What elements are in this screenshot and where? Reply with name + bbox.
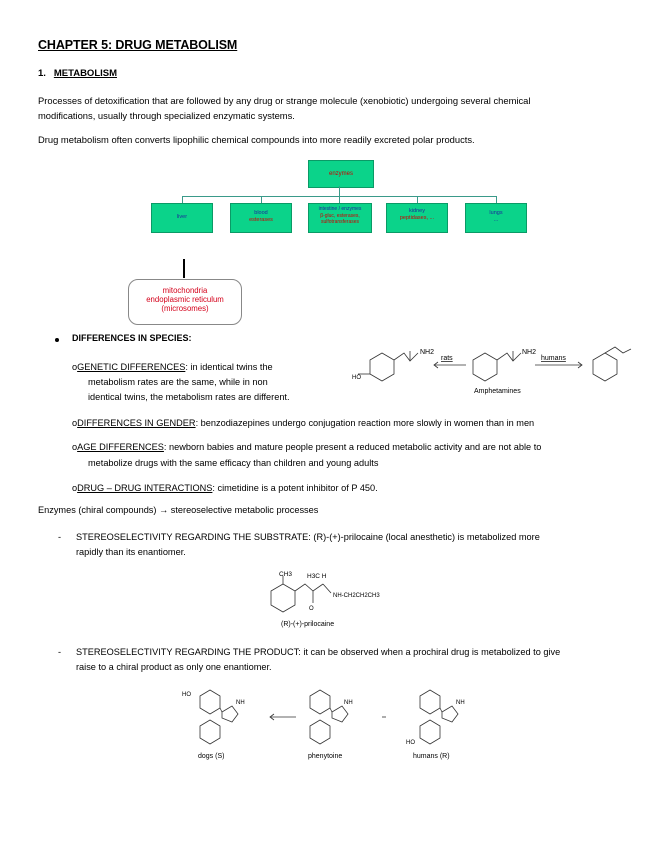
box-sub: β-gluc, esterases, sulfotransferases bbox=[320, 212, 360, 225]
box-sub: esterases bbox=[249, 217, 273, 223]
organelle-microsomes: (microsomes) bbox=[161, 304, 209, 313]
ho-label: HO bbox=[182, 692, 191, 698]
connector-line bbox=[417, 196, 418, 203]
box-sub: peptidases, ... bbox=[399, 215, 435, 221]
organelles-box bbox=[128, 279, 242, 325]
nh-label: NH bbox=[344, 700, 353, 706]
box-label: intestine / enzymes bbox=[318, 206, 362, 212]
enzyme-box-kidney bbox=[386, 203, 448, 233]
dogs-caption: dogs (S) bbox=[198, 753, 225, 760]
gender-differences bbox=[72, 416, 534, 431]
ch3-label: CH3 bbox=[279, 571, 293, 578]
box-label: kidney bbox=[409, 208, 425, 214]
genetic-text-2: metabolism rates are the same, while in non bbox=[88, 377, 268, 387]
connector-line bbox=[339, 196, 340, 203]
circle-bullet-icon: o bbox=[72, 418, 78, 428]
organelle-mitochondria: mitochondria bbox=[162, 286, 208, 295]
chain-label: NH-CH2CH2CH3 bbox=[333, 593, 380, 599]
nh2-label-left: NH2 bbox=[420, 349, 435, 356]
circle-bullet-icon: o bbox=[72, 483, 78, 493]
humans-label: humans bbox=[541, 355, 566, 362]
ho-label: HO bbox=[406, 740, 415, 746]
gender-text: : benzodiazepines undergo conjugation reaction more slowly in women than in men bbox=[195, 418, 535, 428]
ddi-text: : cimetidine is a potent inhibitor of P 450. bbox=[212, 483, 378, 493]
page-title: CHAPTER 5: DRUG METABOLISM bbox=[38, 38, 238, 52]
box-label: liver bbox=[176, 214, 188, 220]
section-heading bbox=[38, 68, 117, 79]
h3c-label: H3C H bbox=[307, 573, 327, 580]
product-line-1: STEREOSELECTIVITY REGARDING THE PRODUCT: it can be observed when a prochiral drug is metabolized to give bbox=[76, 647, 561, 657]
oxygen-label: O bbox=[309, 606, 314, 612]
section-number: 1. bbox=[38, 68, 46, 79]
genetic-label: GENETIC DIFFERENCES bbox=[77, 362, 186, 372]
box-label: blood bbox=[254, 210, 268, 216]
intro-line-3: Drug metabolism often converts lipophilic chemical compounds into more readily excreted polar products. bbox=[38, 134, 475, 145]
rats-label: rats bbox=[441, 355, 453, 362]
age-label: AGE DIFFERENCES bbox=[77, 442, 164, 452]
phenytoin-scheme bbox=[180, 682, 480, 762]
intro-line-2: modifications, usually through specialized enzymatic systems. bbox=[38, 110, 295, 121]
enzymes-line: Enzymes (chiral compounds) → stereoselective metabolic processes bbox=[38, 505, 319, 515]
enzyme-box-blood bbox=[230, 203, 292, 233]
prilocaine-structure bbox=[265, 570, 415, 630]
enzyme-box-lungs bbox=[465, 203, 527, 233]
organelle-er: endoplasmic reticulum bbox=[146, 295, 224, 304]
phenytoine-caption: phenytoine bbox=[308, 753, 343, 760]
substrate-line-1: STEREOSELECTIVITY REGARDING THE SUBSTRATE: (R)-(+)-prilocaine (local anesthetic) is metabolized more bbox=[76, 532, 540, 542]
dash-icon: - bbox=[58, 647, 62, 657]
product-line-2: raise to a chiral product as only one enantiomer. bbox=[76, 662, 272, 672]
nh2-label-right: NH2 bbox=[522, 349, 537, 356]
age-text-2: metabolize drugs with the same efficacy than children and young adults bbox=[88, 458, 379, 468]
enzymes-box: enzymes bbox=[308, 160, 374, 188]
drug-interactions bbox=[72, 481, 378, 496]
enzyme-box-intestine bbox=[308, 203, 372, 233]
box-sub: ... bbox=[493, 217, 499, 223]
age-text: : newborn babies and mature people present a reduced metabolic activity and are not able to bbox=[163, 442, 542, 452]
ddi-label: DRUG – DRUG INTERACTIONS bbox=[77, 483, 213, 493]
age-differences bbox=[72, 440, 541, 455]
connector-line bbox=[183, 259, 185, 278]
dash-icon: - bbox=[58, 532, 62, 542]
circle-bullet-icon: o bbox=[72, 362, 78, 372]
box-label: lungs bbox=[489, 210, 503, 216]
bullet-icon bbox=[55, 338, 59, 342]
nh-label: NH bbox=[236, 700, 245, 706]
ho-label: HO bbox=[352, 375, 361, 381]
gender-label: DIFFERENCES IN GENDER bbox=[77, 418, 196, 428]
substrate-line-2: rapidly than its enantiomer. bbox=[76, 547, 186, 557]
section-title: METABOLISM bbox=[53, 68, 118, 79]
nh-label: NH bbox=[456, 700, 465, 706]
intro-line-1: Processes of detoxification that are followed by any drug or strange molecule (xenobiotic) undergoing several chemical bbox=[38, 95, 531, 106]
amphetamines-caption: Amphetamines bbox=[474, 388, 521, 395]
circle-bullet-icon: o bbox=[72, 442, 78, 452]
enzyme-box-liver bbox=[151, 203, 213, 233]
connector-line bbox=[496, 196, 497, 203]
connector-line bbox=[261, 196, 262, 203]
humans-caption: humans (R) bbox=[413, 753, 450, 760]
amphetamine-scheme bbox=[352, 343, 652, 393]
species-heading: DIFFERENCES IN SPECIES: bbox=[72, 333, 192, 343]
genetic-text: : in identical twins the bbox=[185, 362, 273, 372]
prilocaine-caption: (R)-(+)-prilocaine bbox=[281, 621, 335, 628]
connector-line bbox=[182, 196, 183, 203]
genetic-differences bbox=[72, 360, 273, 375]
connector-line bbox=[339, 186, 340, 196]
genetic-text-3: identical twins, the metabolism rates are different. bbox=[88, 392, 290, 402]
